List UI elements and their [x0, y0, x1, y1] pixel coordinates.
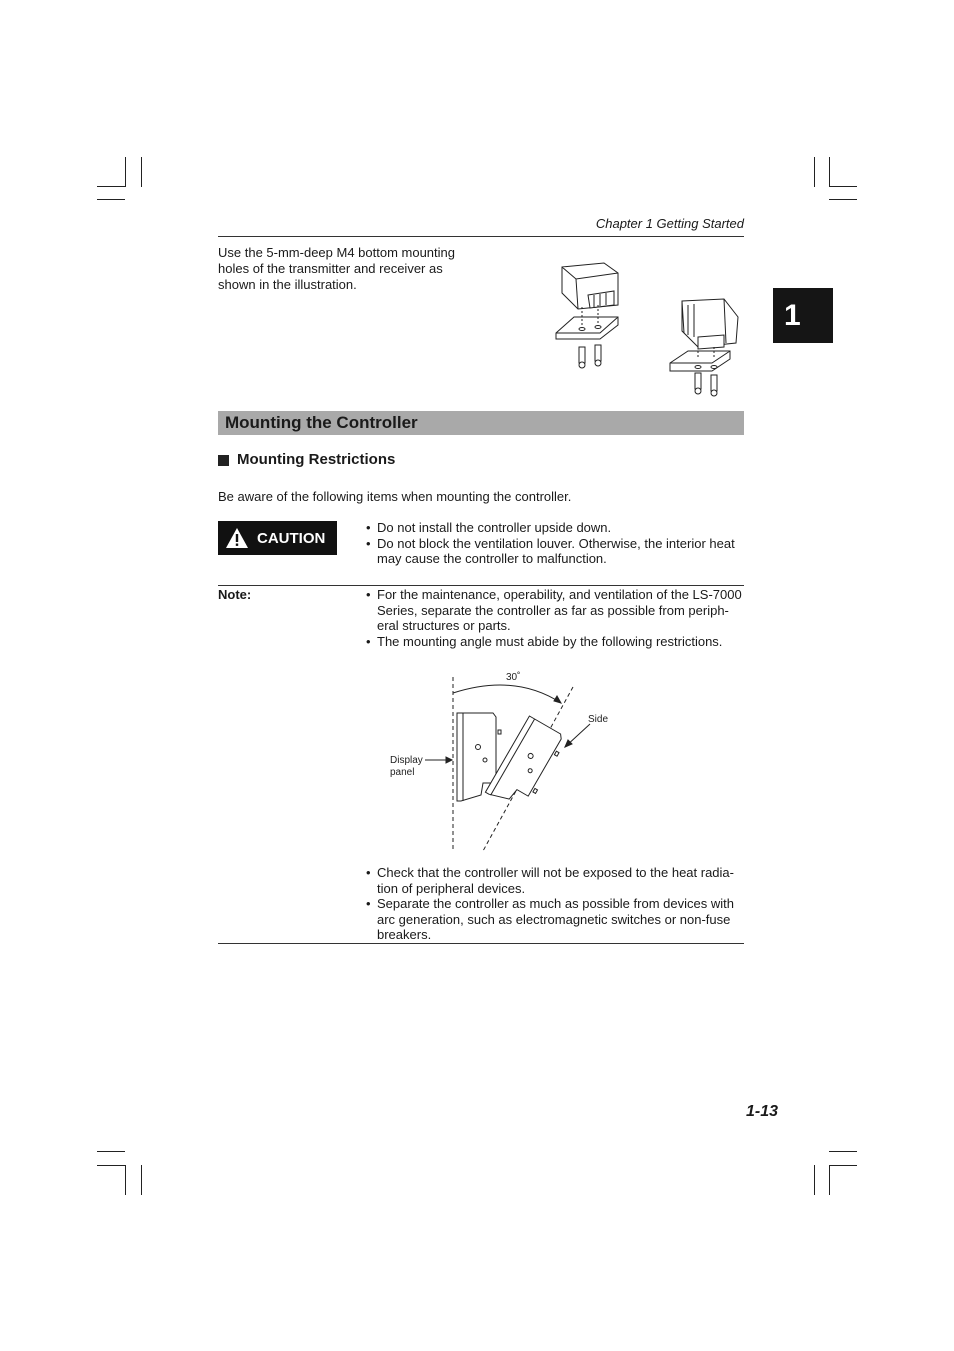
crop-mark: [97, 186, 125, 187]
crop-mark: [814, 1165, 815, 1195]
lead-paragraph: Be aware of the following items when mounting the controller.: [218, 489, 572, 504]
crop-mark: [829, 157, 830, 187]
caution-label: CAUTION: [257, 529, 326, 547]
crop-mark: [829, 1165, 857, 1166]
list-item: • Check that the controller will not be exposed to the heat radia-tion of peripheral devices.: [366, 865, 744, 896]
note-list-continued: [366, 865, 744, 943]
crop-mark: [829, 1151, 857, 1152]
intro-paragraph: Use the 5-mm-deep M4 bottom mounting holes of the transmitter and receiver as shown in the illustration.: [218, 245, 455, 292]
sensor-mounting-illustration: [548, 255, 748, 400]
chapter-tab: 1: [773, 288, 833, 343]
crop-mark: [97, 1165, 125, 1166]
warning-triangle-icon: [225, 527, 249, 549]
caution-badge: [218, 521, 337, 555]
note-top-rule: [218, 585, 744, 586]
list-item: • Separate the controller as much as possible from devices with arc generation, such as electromagnetic switches or non-fuse breakers.: [366, 896, 744, 943]
sub-heading-text: Mounting Restrictions: [237, 451, 396, 468]
page-number: 1-13: [745, 1103, 778, 1120]
list-item: • Do not install the controller upside down.: [366, 520, 744, 536]
angle-label: 30˚: [506, 672, 521, 683]
crop-mark: [829, 186, 857, 187]
side-label: Side: [588, 714, 609, 725]
list-item: • The mounting angle must abide by the following restrictions.: [366, 634, 744, 650]
chapter-header: Chapter 1 Getting Started: [595, 216, 744, 231]
mounting-angle-diagram: [385, 665, 625, 855]
crop-mark: [814, 157, 815, 187]
crop-mark: [829, 199, 857, 200]
crop-mark: [125, 1165, 126, 1195]
list-item: • Do not block the ventilation louver. Otherwise, the interior heat may cause the controller to malfunction.: [366, 536, 744, 567]
note-list: [366, 587, 744, 649]
note-bottom-rule: [218, 943, 744, 944]
sub-heading: [218, 451, 395, 469]
square-bullet-icon: [218, 455, 229, 466]
caution-list: [366, 520, 744, 567]
display-panel-label: Display: [390, 755, 423, 766]
crop-mark: [141, 157, 142, 187]
list-item: • For the maintenance, operability, and ventilation of the LS-7000 Series, separate the controller as far as possible from periph-eral structures or parts.: [366, 587, 744, 634]
crop-mark: [97, 1151, 125, 1152]
crop-mark: [125, 157, 126, 187]
crop-mark: [97, 199, 125, 200]
crop-mark: [829, 1165, 830, 1195]
header-rule: [218, 236, 744, 237]
section-title: Mounting the Controller: [225, 413, 418, 432]
note-label: Note:: [218, 587, 252, 602]
display-panel-label: panel: [390, 767, 415, 778]
crop-mark: [141, 1165, 142, 1195]
